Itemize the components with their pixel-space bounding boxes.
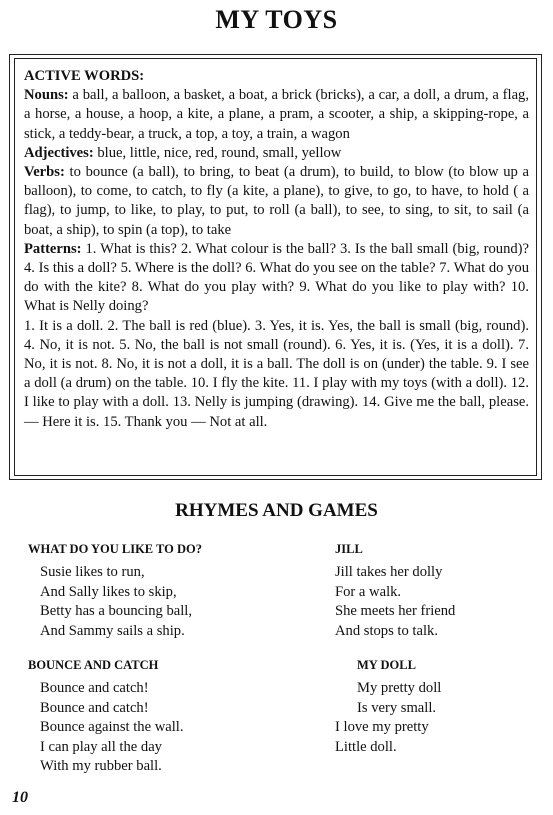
rhyme-line: Jill takes her dolly <box>335 564 443 580</box>
rhyme-line: Bounce and catch! <box>40 699 149 716</box>
active-words-box <box>14 58 537 476</box>
rhyme-line: She meets her friend <box>335 603 456 619</box>
rhyme-bounce-and-catch <box>28 657 318 777</box>
adjectives-paragraph <box>24 144 529 163</box>
page-title: MY TOYS <box>215 5 338 34</box>
verbs-text: to bounce (a ball), to bring, to beat (a drum), to build, to blow (to blow up a balloon), to come, to catch, to fly (a kite, a plane), to give, to go, to have, to hold ( a flag), to jump, to like, to play, to put, to roll (a ball), to see, to sing, to sit, to sail (a boat, a ship), to spin (a top), to take <box>24 164 529 238</box>
rhyme-line: Little doll. <box>335 738 397 755</box>
rhyme-title: BOUNCE AND CATCH <box>28 658 159 672</box>
patterns-text: 1. What is this? 2. What colour is the ball? 3. Is the ball small (big, round)? 4. Is this a doll? 5. Where is the doll? 6. What do you see on the table? 7. What do you do with the kite? 8. What do you play with? 9. What do you like to play with? 10. What is Nelly doing? <box>24 240 529 315</box>
verbs-label: Verbs: <box>24 164 65 181</box>
rhyme-title: JILL <box>335 542 363 556</box>
rhyme-line: My pretty doll <box>357 680 442 696</box>
rhyme-title: WHAT DO YOU LIKE TO DO? <box>28 542 202 556</box>
nouns-text: a ball, a balloon, a basket, a boat, a brick (bricks), a car, a doll, a drum, a flag, a horse, a house, a hoop, a kite, a plane, a pram, a scooter, a ship, a skipping-rope, a stick, a teddy-bear, a truck, a top, a toy, a train, a wagon <box>24 87 529 142</box>
rhyme-my-doll <box>335 657 535 757</box>
verbs-paragraph <box>24 163 529 240</box>
adjectives-text: blue, little, nice, red, round, small, yellow <box>97 144 342 161</box>
active-words-heading: ACTIVE WORDS: <box>24 68 145 84</box>
nouns-paragraph <box>24 86 529 144</box>
adjectives-label: Adjectives: <box>24 144 94 161</box>
rhyme-line: Betty has a bouncing ball, <box>40 603 192 619</box>
page-number: 10 <box>12 789 28 806</box>
rhyme-title: MY DOLL <box>357 658 416 672</box>
patterns-label: Patterns: <box>24 240 82 257</box>
rhyme-line: I love my pretty <box>335 719 429 735</box>
rhyme-line: And stops to talk. <box>335 622 438 639</box>
rhymes-heading: RHYMES AND GAMES <box>175 500 378 521</box>
rhyme-line: Is very small. <box>357 699 437 716</box>
rhyme-line: Bounce and catch! <box>40 680 149 696</box>
patterns-paragraph <box>24 240 529 317</box>
rhyme-line: I can play all the day <box>40 738 162 755</box>
rhyme-what-do-you-like <box>28 541 318 641</box>
rhyme-jill <box>335 541 535 641</box>
nouns-label: Nouns: <box>24 87 69 104</box>
rhyme-line: Susie likes to run, <box>40 564 145 580</box>
answers-paragraph: 1. It is a doll. 2. The ball is red (blue). 3. Yes, it is. Yes, the ball is small (big, round). 4. No, it is not. 5. No, the ball is not small (round). 6. Yes, it is. (Yes, it is a doll). 7. No, it is not. 8. No, it is not a doll, it is a ball. The doll is on (under) the table. 9. I see a doll (a drum) on the table. 10. I fly the kite. 11. I play with my toys (with a doll). 12. I like to play with a doll. 13. Nelly is jumping (drawing). 14. Give me the ball, please. — Here it is. 15. Thank you — Not at all. <box>24 317 529 430</box>
rhyme-line: Bounce against the wall. <box>40 719 184 735</box>
rhyme-line: For a walk. <box>335 583 402 600</box>
rhyme-line: And Sally likes to skip, <box>40 583 177 600</box>
rhyme-line: And Sammy sails a ship. <box>40 622 185 639</box>
rhyme-line: With my rubber ball. <box>40 758 162 774</box>
